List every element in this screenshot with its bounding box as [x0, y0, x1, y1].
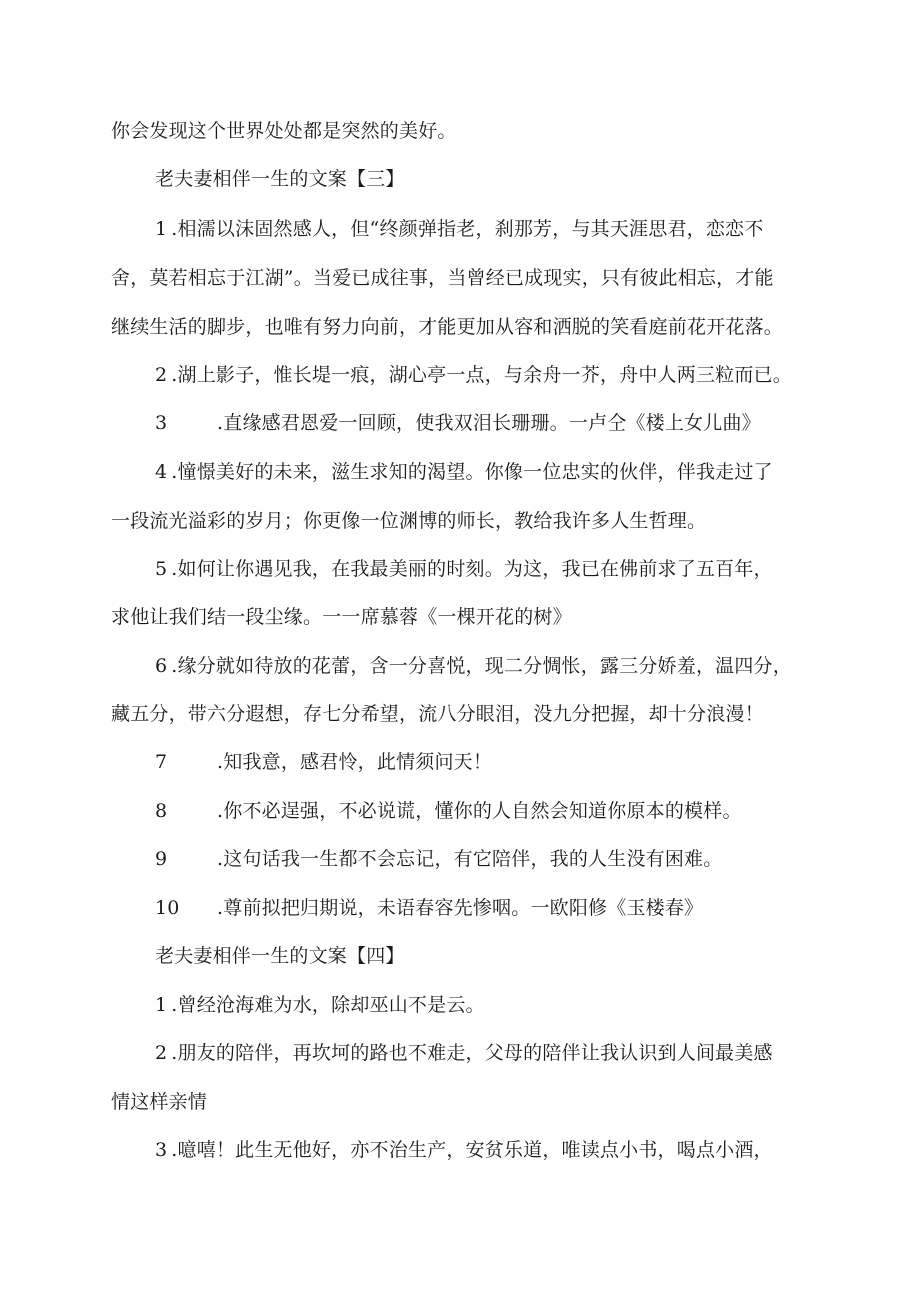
- line-text: 舍，莫若相忘于江湖”。当爱已成往事，当曾经已成现实，只有彼此相忘，才能: [111, 267, 774, 289]
- item-number: 8: [155, 800, 168, 822]
- list-item: [155, 649, 792, 683]
- item-number: 7: [155, 751, 168, 773]
- item-number: 5: [155, 558, 168, 580]
- list-item: [155, 552, 773, 586]
- list-item: [155, 212, 763, 246]
- item-number: 3: [155, 1139, 168, 1161]
- item-number: 1: [155, 994, 168, 1016]
- heading-text: 老夫妻相伴一生的文案【四】: [155, 945, 405, 967]
- list-item: [155, 358, 792, 392]
- line-text: .直缘感君恩爱一回顾，使我双泪长珊珊。一卢仝《楼上女儿曲》: [217, 412, 761, 434]
- line-text: 你会发现这个世界处处都是突然的美好。: [111, 120, 457, 142]
- paragraph-line: [111, 310, 783, 344]
- section-heading: [155, 162, 405, 196]
- line-text: .这句话我一生都不会忘记，有它陪伴，我的人生没有困难。: [217, 848, 723, 870]
- paragraph-line: [111, 261, 774, 295]
- item-number: 3: [155, 412, 168, 434]
- list-item: [155, 1133, 773, 1167]
- line-text: .尊前拟把归期说，未语春容先惨咽。一欧阳修《玉楼春》: [217, 897, 704, 919]
- list-item: [155, 455, 773, 489]
- item-number: 2: [155, 1042, 168, 1064]
- list-item: [155, 891, 703, 925]
- list-item: [155, 988, 485, 1022]
- heading-text: 老夫妻相伴一生的文案【三】: [155, 168, 405, 190]
- item-number: 1: [155, 218, 168, 240]
- paragraph-line: [111, 600, 572, 634]
- line-text: .如何让你遇见我，在我最美丽的时刻。为这，我已在佛前求了五百年，: [171, 558, 773, 580]
- paragraph-line: [111, 1085, 207, 1119]
- line-text: .曾经沧海难为水，除却巫山不是云。: [171, 994, 485, 1016]
- item-number: 6: [155, 655, 168, 677]
- line-text: 继续生活的脚步，也唯有努力向前，才能更加从容和洒脱的笑看庭前花开花落。: [111, 316, 784, 338]
- item-number: 4: [155, 461, 168, 483]
- line-text: .憧憬美好的未来，滋生求知的渴望。你像一位忠实的伙伴，伴我走过了: [171, 461, 773, 483]
- list-item: [155, 745, 492, 779]
- line-text: .湖上影子，惟长堤一痕，湖心亭一点，与余舟一芥，舟中人两三粒而已。: [171, 364, 792, 386]
- list-item: [155, 842, 722, 876]
- line-text: 一段流光溢彩的岁月；你更像一位渊博的师长，教给我许多人生哲理。: [111, 510, 707, 532]
- line-text: .相濡以沫固然感人，但“终颜弹指老，刹那芳，与其天涯思君，恋恋不: [171, 218, 764, 240]
- line-text: .缘分就如待放的花蕾，含一分喜悦，现二分惆怅，露三分娇羞，温四分，: [171, 655, 792, 677]
- paragraph-line: [111, 504, 706, 538]
- line-text: .知我意，感君怜，此情须问天！: [217, 751, 493, 773]
- item-number: 10: [155, 897, 180, 919]
- line-text: .噫嘻！此生无他好，亦不治生产，安贫乐道，唯读点小书，喝点小酒，: [171, 1139, 773, 1161]
- line-text: 藏五分，带六分遐想，存七分希望，流八分眼泪，没九分把握，却十分浪漫！: [111, 703, 764, 725]
- list-item: [155, 1036, 773, 1070]
- item-number: 2: [155, 364, 168, 386]
- list-item: [155, 406, 761, 440]
- paragraph-line: [111, 114, 457, 148]
- section-heading: [155, 939, 405, 973]
- line-text: .朋友的陪伴，再坎坷的路也不难走，父母的陪伴让我认识到人间最美感: [171, 1042, 773, 1064]
- line-text: 求他让我们结一段尘缘。一一席慕蓉《一棵开花的树》: [111, 606, 572, 628]
- line-text: .你不必逞强，不必说谎，懂你的人自然会知道你原本的模样。: [217, 800, 742, 822]
- paragraph-line: [111, 697, 764, 731]
- list-item: [155, 794, 742, 828]
- item-number: 9: [155, 848, 168, 870]
- line-text: 情这样亲情: [111, 1091, 208, 1113]
